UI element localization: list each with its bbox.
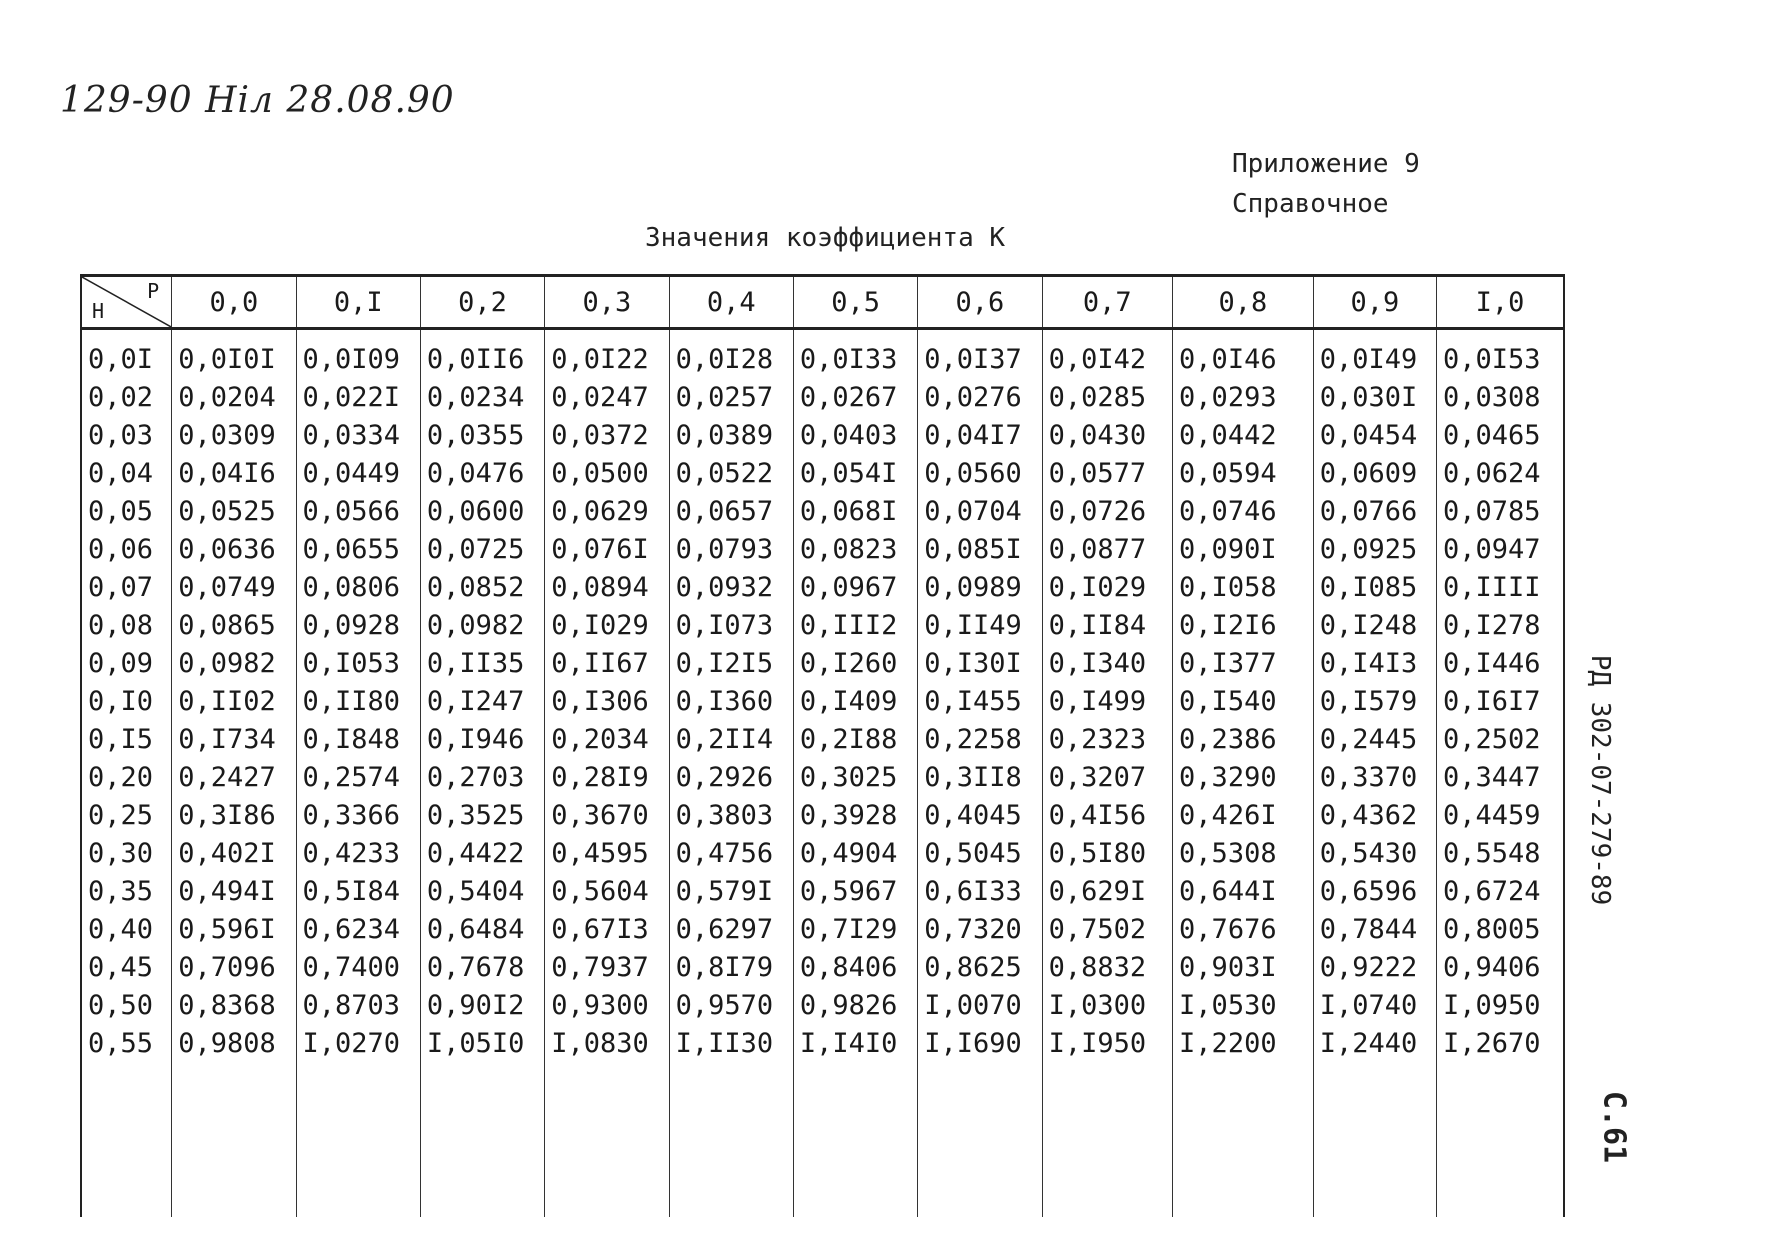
- table-cell: 0,0636: [172, 530, 296, 568]
- table-cell: 0,I058: [1173, 568, 1314, 606]
- empty-cell: [1313, 1062, 1436, 1217]
- table-row: [82, 796, 1563, 834]
- table-cell: 0,3525: [420, 796, 544, 834]
- table-cell: 0,I6I7: [1437, 682, 1563, 720]
- table-cell: 0,I30I: [918, 644, 1042, 682]
- appendix-subtitle: Справочное: [1232, 189, 1389, 219]
- row-header-h: 0,40: [88, 913, 154, 945]
- table-cell: 0,7096: [172, 948, 296, 986]
- table-cell: 0,IIII: [1437, 568, 1563, 606]
- table-cell: 0,7676: [1173, 910, 1314, 948]
- row-header-h: 0,I0: [88, 685, 154, 717]
- table-cell: 0,0932: [669, 568, 793, 606]
- empty-cell: [1173, 329, 1314, 341]
- table-cell: 0,6484: [420, 910, 544, 948]
- table-cell: 0,0500: [545, 454, 669, 492]
- column-header: 0,0: [172, 277, 296, 329]
- empty-cell: [82, 329, 172, 341]
- empty-cell: [918, 1062, 1042, 1217]
- table-cell: 0,3025: [793, 758, 917, 796]
- table-cell: 0,28I9: [545, 758, 669, 796]
- table-cell: 0,7937: [545, 948, 669, 986]
- row-header-h: 0,50: [88, 989, 154, 1021]
- table-cell: 0,9300: [545, 986, 669, 1024]
- table-row: [82, 872, 1563, 910]
- table-cell: 0,030I: [1313, 378, 1436, 416]
- column-header: 0,5: [793, 277, 917, 329]
- table-cell: 0,I579: [1313, 682, 1436, 720]
- table-cell: 0,II02: [172, 682, 296, 720]
- table-cell: 0,I409: [793, 682, 917, 720]
- appendix-label: [1232, 144, 1420, 224]
- table-cell: 0,7400: [296, 948, 420, 986]
- empty-cell: [793, 329, 917, 341]
- table-cell: 0,0I37: [918, 340, 1042, 378]
- table-cell: 0,5548: [1437, 834, 1563, 872]
- table-cell: 0,0I33: [793, 340, 917, 378]
- table-cell: 0,I2I6: [1173, 606, 1314, 644]
- empty-cell: [669, 329, 793, 341]
- spacer-row: [82, 329, 1563, 341]
- table-cell: 0,0577: [1042, 454, 1172, 492]
- table-cell: 0,0982: [420, 606, 544, 644]
- empty-cell: [545, 1062, 669, 1217]
- table-cell: I,I4I0: [793, 1024, 917, 1062]
- table-cell: 0,579I: [669, 872, 793, 910]
- table-cell: 0,0749: [172, 568, 296, 606]
- table-cell: 0,5430: [1313, 834, 1436, 872]
- table-cell: 0,3366: [296, 796, 420, 834]
- table-cell: 0,0I28: [669, 340, 793, 378]
- empty-cell: [1437, 1062, 1563, 1217]
- table-cell: I,II30: [669, 1024, 793, 1062]
- table-cell: 0,7844: [1313, 910, 1436, 948]
- table-cell: 0,4422: [420, 834, 544, 872]
- table-cell: 0,5I80: [1042, 834, 1172, 872]
- table-cell: 0,I248: [1313, 606, 1436, 644]
- row-header-h: 0,0I: [88, 343, 154, 375]
- table-cell: 0,054I: [793, 454, 917, 492]
- table-cell: 0,2574: [296, 758, 420, 796]
- table-cell: 0,90I2: [420, 986, 544, 1024]
- table-cell: 0,0285: [1042, 378, 1172, 416]
- table-cell: 0,7I29: [793, 910, 917, 948]
- table-cell: 0,4904: [793, 834, 917, 872]
- table-cell: 0,494I: [172, 872, 296, 910]
- table-cell: 0,6724: [1437, 872, 1563, 910]
- table-cell: 0,7320: [918, 910, 1042, 948]
- table-cell: 0,0465: [1437, 416, 1563, 454]
- table-cell: 0,0II6: [420, 340, 544, 378]
- table-cell: 0,2II4: [669, 720, 793, 758]
- table-row: [82, 416, 1563, 454]
- table-cell: 0,4595: [545, 834, 669, 872]
- table-cell: 0,III2: [793, 606, 917, 644]
- row-header-h: 0,I5: [88, 723, 154, 755]
- table-cell: 0,4I56: [1042, 796, 1172, 834]
- table-cell: I,0830: [545, 1024, 669, 1062]
- table-cell: 0,0I42: [1042, 340, 1172, 378]
- table-row: [82, 644, 1563, 682]
- table-cell: 0,6596: [1313, 872, 1436, 910]
- table-cell: 0,0476: [420, 454, 544, 492]
- document-code: РД 302-07-279-89: [1585, 654, 1615, 906]
- table-cell: I,I950: [1042, 1024, 1172, 1062]
- table-cell: 0,0600: [420, 492, 544, 530]
- table-cell: 0,9826: [793, 986, 917, 1024]
- table-cell: 0,0525: [172, 492, 296, 530]
- table-cell: 0,04I7: [918, 416, 1042, 454]
- table-cell: 0,0823: [793, 530, 917, 568]
- table-cell: 0,I073: [669, 606, 793, 644]
- table-cell: 0,5967: [793, 872, 917, 910]
- table-row: [82, 1024, 1563, 1062]
- table-cell: 0,9222: [1313, 948, 1436, 986]
- table-cell: 0,0403: [793, 416, 917, 454]
- handwritten-note: 129-90 Ніл 28.08.90: [60, 80, 455, 121]
- table-row: [82, 910, 1563, 948]
- table-cell: 0,629I: [1042, 872, 1172, 910]
- table-row: [82, 720, 1563, 758]
- table-cell: I,2440: [1313, 1024, 1436, 1062]
- table-cell: 0,04I6: [172, 454, 296, 492]
- table-cell: 0,6I33: [918, 872, 1042, 910]
- table-cell: 0,I4I3: [1313, 644, 1436, 682]
- table-cell: 0,0865: [172, 606, 296, 644]
- table-cell: 0,596I: [172, 910, 296, 948]
- table-cell: 0,2427: [172, 758, 296, 796]
- table-cell: 0,I340: [1042, 644, 1172, 682]
- table-cell: 0,0334: [296, 416, 420, 454]
- table-cell: 0,2445: [1313, 720, 1436, 758]
- table-cell: 0,I540: [1173, 682, 1314, 720]
- table-cell: 0,4459: [1437, 796, 1563, 834]
- table-cell: 0,0372: [545, 416, 669, 454]
- empty-cell: [1042, 329, 1172, 341]
- table-cell: 0,0389: [669, 416, 793, 454]
- table-cell: 0,0746: [1173, 492, 1314, 530]
- table-cell: 0,0204: [172, 378, 296, 416]
- table-cell: 0,2I88: [793, 720, 917, 758]
- table-cell: 0,2386: [1173, 720, 1314, 758]
- table-cell: 0,I085: [1313, 568, 1436, 606]
- column-header: 0,9: [1313, 277, 1436, 329]
- table-cell: 0,3670: [545, 796, 669, 834]
- table-cell: 0,II67: [545, 644, 669, 682]
- table-cell: 0,0309: [172, 416, 296, 454]
- table-cell: 0,9406: [1437, 948, 1563, 986]
- table-cell: 0,2502: [1437, 720, 1563, 758]
- table-cell: 0,0806: [296, 568, 420, 606]
- table-cell: 0,0624: [1437, 454, 1563, 492]
- table-cell: 0,0I0I: [172, 340, 296, 378]
- empty-cell: [172, 329, 296, 341]
- table-cell: 0,402I: [172, 834, 296, 872]
- table-cell: 0,0947: [1437, 530, 1563, 568]
- empty-cell: [1042, 1062, 1172, 1217]
- table-cell: 0,II49: [918, 606, 1042, 644]
- table-cell: 0,0725: [420, 530, 544, 568]
- table-cell: 0,0655: [296, 530, 420, 568]
- table-cell: 0,I455: [918, 682, 1042, 720]
- table-cell: 0,4233: [296, 834, 420, 872]
- table-row: [82, 340, 1563, 378]
- table-cell: 0,0I53: [1437, 340, 1563, 378]
- table-cell: 0,0982: [172, 644, 296, 682]
- corner-cell: [82, 277, 172, 329]
- table-cell: 0,5I84: [296, 872, 420, 910]
- table-cell: I,I690: [918, 1024, 1042, 1062]
- table-cell: 0,2926: [669, 758, 793, 796]
- table-cell: 0,II80: [296, 682, 420, 720]
- column-header: 0,6: [918, 277, 1042, 329]
- table-cell: 0,I029: [1042, 568, 1172, 606]
- table-cell: 0,0594: [1173, 454, 1314, 492]
- table-cell: 0,0267: [793, 378, 917, 416]
- table-cell: 0,4756: [669, 834, 793, 872]
- row-header-h: 0,05: [88, 495, 154, 527]
- table-cell: 0,0247: [545, 378, 669, 416]
- table-cell: 0,5604: [545, 872, 669, 910]
- table-cell: I,0270: [296, 1024, 420, 1062]
- table-cell: 0,0522: [669, 454, 793, 492]
- column-header: 0,3: [545, 277, 669, 329]
- table-cell: 0,I029: [545, 606, 669, 644]
- table-cell: 0,0234: [420, 378, 544, 416]
- table-cell: 0,0704: [918, 492, 1042, 530]
- table-cell: I,0530: [1173, 986, 1314, 1024]
- table-cell: 0,426I: [1173, 796, 1314, 834]
- empty-cell: [1173, 1062, 1314, 1217]
- table-cell: 0,67I3: [545, 910, 669, 948]
- table-cell: 0,2258: [918, 720, 1042, 758]
- table-row: [82, 454, 1563, 492]
- header-row: [82, 277, 1563, 329]
- table-cell: 0,0852: [420, 568, 544, 606]
- table-body: [82, 329, 1563, 1218]
- table-cell: 0,I2I5: [669, 644, 793, 682]
- table-row: [82, 834, 1563, 872]
- table-title: Значения коэффициента К: [645, 223, 1006, 253]
- row-header-h: 0,45: [88, 951, 154, 983]
- row-header-h: 0,04: [88, 457, 154, 489]
- table-cell: 0,0609: [1313, 454, 1436, 492]
- table-cell: 0,0257: [669, 378, 793, 416]
- table-row: [82, 948, 1563, 986]
- appendix-title: Приложение 9: [1232, 149, 1420, 179]
- empty-cell: [1313, 329, 1436, 341]
- table-cell: 0,068I: [793, 492, 917, 530]
- table-cell: I,05I0: [420, 1024, 544, 1062]
- table-cell: 0,9570: [669, 986, 793, 1024]
- empty-filler-row: [82, 1062, 1563, 1217]
- table-cell: I,2670: [1437, 1024, 1563, 1062]
- row-header-h: 0,08: [88, 609, 154, 641]
- table-cell: 0,5308: [1173, 834, 1314, 872]
- table-cell: 0,903I: [1173, 948, 1314, 986]
- table-cell: 0,I848: [296, 720, 420, 758]
- empty-cell: [296, 329, 420, 341]
- table-cell: 0,I306: [545, 682, 669, 720]
- table-cell: 0,3928: [793, 796, 917, 834]
- table-row: [82, 986, 1563, 1024]
- table-cell: 0,0928: [296, 606, 420, 644]
- row-header-h: 0,09: [88, 647, 154, 679]
- table-cell: 0,0454: [1313, 416, 1436, 454]
- table-cell: 0,0629: [545, 492, 669, 530]
- table-cell: 0,644I: [1173, 872, 1314, 910]
- table-cell: 0,I734: [172, 720, 296, 758]
- empty-cell: [82, 1062, 172, 1217]
- table-cell: 0,0I22: [545, 340, 669, 378]
- page-number: С.61: [1596, 1090, 1632, 1164]
- table-cell: 0,8I79: [669, 948, 793, 986]
- table-cell: 0,I053: [296, 644, 420, 682]
- coefficient-table-frame: [80, 274, 1565, 1217]
- table-cell: 0,II35: [420, 644, 544, 682]
- table-cell: 0,8832: [1042, 948, 1172, 986]
- table-row: [82, 606, 1563, 644]
- table-cell: 0,I499: [1042, 682, 1172, 720]
- table-row: [82, 378, 1563, 416]
- column-header: I,0: [1437, 277, 1563, 329]
- table-cell: 0,090I: [1173, 530, 1314, 568]
- row-header-h: 0,02: [88, 381, 154, 413]
- empty-cell: [793, 1062, 917, 1217]
- empty-cell: [420, 329, 544, 341]
- table-cell: 0,0293: [1173, 378, 1314, 416]
- table-cell: 0,I360: [669, 682, 793, 720]
- corner-col-label: Р: [147, 279, 160, 303]
- empty-cell: [172, 1062, 296, 1217]
- row-header-h: 0,55: [88, 1027, 154, 1059]
- table-cell: 0,8406: [793, 948, 917, 986]
- table-cell: 0,0276: [918, 378, 1042, 416]
- table-cell: 0,6297: [669, 910, 793, 948]
- table-cell: I,0070: [918, 986, 1042, 1024]
- table-cell: 0,085I: [918, 530, 1042, 568]
- table-cell: 0,5404: [420, 872, 544, 910]
- table-row: [82, 682, 1563, 720]
- column-header: 0,2: [420, 277, 544, 329]
- table-cell: 0,0793: [669, 530, 793, 568]
- table-cell: 0,I446: [1437, 644, 1563, 682]
- table-cell: 0,0967: [793, 568, 917, 606]
- table-cell: 0,0877: [1042, 530, 1172, 568]
- table-cell: 0,0925: [1313, 530, 1436, 568]
- table-cell: 0,3II8: [918, 758, 1042, 796]
- table-cell: 0,II84: [1042, 606, 1172, 644]
- table-cell: 0,0308: [1437, 378, 1563, 416]
- table-cell: 0,I377: [1173, 644, 1314, 682]
- table-cell: 0,2703: [420, 758, 544, 796]
- table-cell: 0,0566: [296, 492, 420, 530]
- table-cell: 0,0I49: [1313, 340, 1436, 378]
- table-cell: 0,0894: [545, 568, 669, 606]
- table-cell: 0,7678: [420, 948, 544, 986]
- empty-cell: [545, 329, 669, 341]
- table-cell: 0,0I46: [1173, 340, 1314, 378]
- table-cell: 0,9808: [172, 1024, 296, 1062]
- table-row: [82, 758, 1563, 796]
- row-header-h: 0,03: [88, 419, 154, 451]
- table-cell: 0,0766: [1313, 492, 1436, 530]
- table-row: [82, 530, 1563, 568]
- table-cell: I,0950: [1437, 986, 1563, 1024]
- table-cell: 0,0355: [420, 416, 544, 454]
- table-cell: 0,0989: [918, 568, 1042, 606]
- table-cell: I,0740: [1313, 986, 1436, 1024]
- table-cell: 0,0442: [1173, 416, 1314, 454]
- corner-row-label: Н: [92, 299, 105, 323]
- table-cell: 0,I247: [420, 682, 544, 720]
- table-cell: 0,076I: [545, 530, 669, 568]
- table-cell: 0,0449: [296, 454, 420, 492]
- column-header: 0,I: [296, 277, 420, 329]
- column-header: 0,7: [1042, 277, 1172, 329]
- table-cell: 0,8703: [296, 986, 420, 1024]
- table-cell: I,2200: [1173, 1024, 1314, 1062]
- table-cell: 0,0785: [1437, 492, 1563, 530]
- table-cell: 0,0726: [1042, 492, 1172, 530]
- table-cell: 0,5045: [918, 834, 1042, 872]
- table-cell: 0,3447: [1437, 758, 1563, 796]
- table-cell: 0,0430: [1042, 416, 1172, 454]
- table-cell: 0,3370: [1313, 758, 1436, 796]
- table-cell: 0,6234: [296, 910, 420, 948]
- empty-cell: [420, 1062, 544, 1217]
- empty-cell: [918, 329, 1042, 341]
- table-cell: 0,I946: [420, 720, 544, 758]
- table-cell: 0,2323: [1042, 720, 1172, 758]
- table-cell: 0,3I86: [172, 796, 296, 834]
- table-cell: 0,I260: [793, 644, 917, 682]
- table-cell: 0,7502: [1042, 910, 1172, 948]
- empty-cell: [296, 1062, 420, 1217]
- table-cell: 0,8368: [172, 986, 296, 1024]
- table-cell: 0,8625: [918, 948, 1042, 986]
- table-row: [82, 568, 1563, 606]
- empty-cell: [669, 1062, 793, 1217]
- column-header: 0,4: [669, 277, 793, 329]
- table-cell: 0,I278: [1437, 606, 1563, 644]
- table-cell: 0,3803: [669, 796, 793, 834]
- table-cell: 0,2034: [545, 720, 669, 758]
- table-cell: 0,8005: [1437, 910, 1563, 948]
- table-row: [82, 492, 1563, 530]
- row-header-h: 0,35: [88, 875, 154, 907]
- row-header-h: 0,20: [88, 761, 154, 793]
- row-header-h: 0,30: [88, 837, 154, 869]
- row-header-h: 0,25: [88, 799, 154, 831]
- row-header-h: 0,06: [88, 533, 154, 565]
- coefficient-table: [82, 277, 1563, 1217]
- empty-cell: [1437, 329, 1563, 341]
- table-cell: 0,4362: [1313, 796, 1436, 834]
- table-cell: 0,0I09: [296, 340, 420, 378]
- table-cell: I,0300: [1042, 986, 1172, 1024]
- table-cell: 0,022I: [296, 378, 420, 416]
- column-header: 0,8: [1173, 277, 1314, 329]
- table-cell: 0,4045: [918, 796, 1042, 834]
- table-cell: 0,3207: [1042, 758, 1172, 796]
- table-cell: 0,0657: [669, 492, 793, 530]
- table-cell: 0,3290: [1173, 758, 1314, 796]
- table-cell: 0,0560: [918, 454, 1042, 492]
- row-header-h: 0,07: [88, 571, 154, 603]
